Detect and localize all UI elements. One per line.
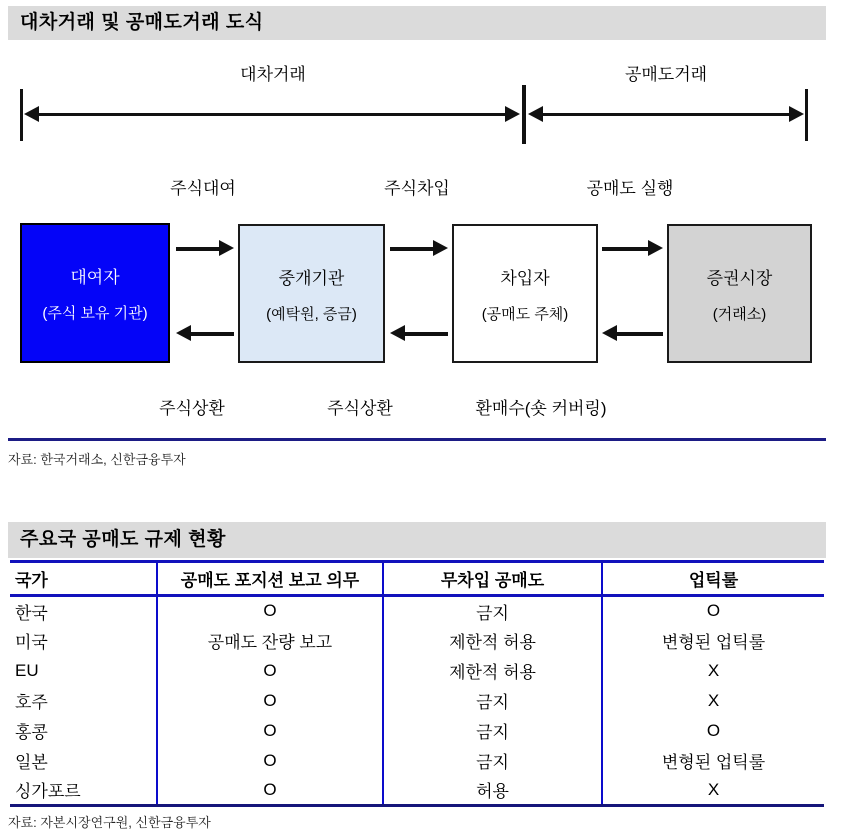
diagram-section-title: 대차거래 및 공매도거래 도식 (8, 6, 826, 40)
box-intermediary-subtitle: (예탁원, 증금) (266, 305, 357, 323)
box-lender (20, 223, 170, 363)
cell-uptick-rule: 변형된 업틱룰 (602, 626, 824, 656)
table-section-title: 주요국 공매도 규제 현황 (8, 522, 826, 558)
box-market-title: 증권시장 (706, 268, 773, 288)
cell-uptick-rule: X (602, 776, 824, 806)
cell-position-reporting: O (157, 776, 383, 806)
arrow-right-head-icon (789, 106, 804, 122)
arrow-right-icon (176, 240, 234, 257)
regulation-table (10, 560, 824, 807)
col-header-naked-short: 무차입 공매도 (383, 562, 602, 596)
cell-country: 싱가포르 (10, 776, 157, 806)
table-header-row (10, 562, 824, 596)
flow-label-borrow: 주식차입 (384, 179, 450, 198)
table-row (10, 626, 824, 656)
phase-label-lending: 대차거래 (240, 65, 306, 84)
arrow-left-icon (176, 325, 234, 342)
box-lender-subtitle: (주식 보유 기관) (42, 305, 148, 322)
table-row (10, 746, 824, 776)
range-endbar-right (805, 89, 808, 141)
cell-position-reporting: O (157, 596, 383, 626)
arrow-line (35, 113, 509, 116)
cell-country: 한국 (15, 603, 48, 623)
lending-range-arrow-icon (24, 106, 520, 123)
flow-label-execute: 공매도 실행 (586, 179, 674, 198)
cell-position-reporting: O (157, 686, 383, 716)
diagram-bottom-rule (8, 438, 826, 441)
box-intermediary (238, 224, 385, 363)
flow-label-return1: 주식상환 (159, 399, 225, 418)
cell-position-reporting: O (157, 716, 383, 746)
cell-uptick-rule: O (602, 716, 824, 746)
cell-position-reporting: O (157, 746, 383, 776)
arrow-line (539, 113, 793, 116)
cell-country: 일본 (15, 753, 48, 772)
box-market-subtitle: (거래소) (712, 305, 767, 323)
table-row (10, 596, 824, 626)
flow-label-lend: 주식대여 (170, 179, 236, 198)
cell-uptick-rule: X (602, 686, 824, 716)
arrow-left-icon (390, 325, 448, 342)
range-endbar-middle (522, 85, 526, 144)
col-header-uptick-rule: 업틱룰 (602, 562, 824, 596)
arrow-right-head-icon (505, 106, 520, 122)
box-borrower-title: 차입자 (500, 268, 550, 288)
table-row (10, 656, 824, 686)
cell-naked-short: 금지 (383, 596, 602, 626)
box-market (667, 224, 812, 363)
cell-naked-short: 제한적 허용 (383, 656, 602, 686)
arrow-right-icon (602, 240, 663, 257)
cell-uptick-rule: X (602, 656, 824, 686)
cell-country: 미국 (15, 633, 48, 652)
arrow-left-icon (602, 325, 663, 342)
cell-position-reporting: O (157, 656, 383, 686)
table-source: 자료: 자본시장연구원, 신한금융투자 (8, 815, 211, 830)
diagram-source: 자료: 한국거래소, 신한금융투자 (8, 452, 186, 467)
cell-naked-short: 허용 (383, 776, 602, 806)
box-borrower-subtitle: (공매도 주체) (481, 305, 569, 323)
box-intermediary-title: 중개기관 (278, 268, 345, 288)
box-borrower (452, 224, 598, 363)
col-header-country: 국가 (10, 562, 157, 596)
shortsell-range-arrow-icon (528, 106, 804, 123)
flow-label-return2: 주식상환 (327, 399, 393, 418)
cell-naked-short: 금지 (383, 746, 602, 776)
cell-uptick-rule: O (602, 596, 824, 626)
table-row (10, 776, 824, 806)
box-lender-title: 대여자 (70, 268, 120, 287)
cell-country: 호주 (15, 693, 48, 712)
cell-naked-short: 금지 (383, 686, 602, 716)
cell-naked-short: 제한적 허용 (383, 626, 602, 656)
cell-country: 홍콩 (15, 723, 48, 742)
flow-label-cover: 환매수(숏 커버링) (475, 399, 607, 418)
cell-country: EU (15, 660, 39, 680)
cell-uptick-rule: 변형된 업틱룰 (602, 746, 824, 776)
cell-position-reporting: 공매도 잔량 보고 (157, 626, 383, 656)
table-row (10, 716, 824, 746)
cell-naked-short: 금지 (383, 716, 602, 746)
arrow-right-icon (390, 240, 448, 257)
col-header-position-reporting: 공매도 포지션 보고 의무 (157, 562, 383, 596)
phase-label-short-selling: 공매도거래 (624, 65, 708, 84)
range-endbar-left (20, 89, 23, 141)
table-row (10, 686, 824, 716)
